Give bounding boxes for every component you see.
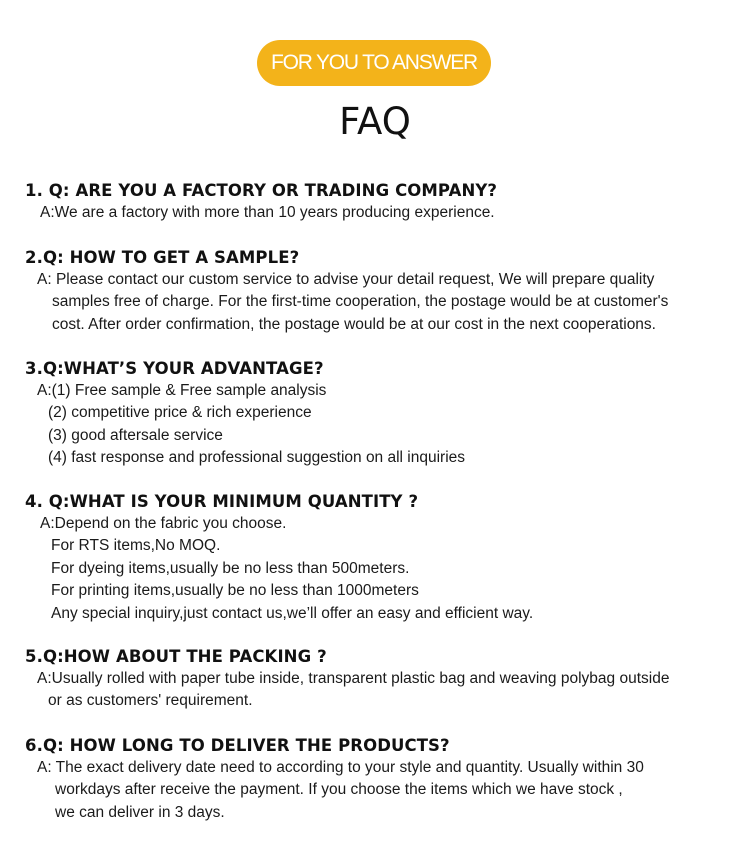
faq-item-2 (25, 247, 745, 336)
faq-answer-line: A: The exact delivery date need to according to your style and quantity. Usually within 30 (37, 759, 644, 776)
faq-answer-line: A: Please contact our custom service to advise your detail request, We will prepare quality (37, 271, 655, 288)
faq-answer-line: workdays after receive the payment. If you choose the items which we have stock , (55, 781, 623, 799)
faq-question: 2.Q: HOW TO GET A SAMPLE? (25, 248, 300, 267)
faq-item-5 (25, 646, 745, 713)
faq-answer-line: For dyeing items,usually be no less than 500meters. (51, 559, 410, 577)
faq-answer-line: A:(1) Free sample & Free sample analysis (37, 382, 327, 399)
faq-answer-line: (3) good aftersale service (48, 426, 223, 444)
faq-answer-line: For printing items,usually be no less than 1000meters (51, 582, 419, 600)
faq-answer-line: A:We are a factory with more than 10 years producing experience. (40, 204, 495, 221)
faq-item-4 (25, 491, 745, 625)
faq-item-1 (25, 180, 745, 224)
faq-question: 3.Q:WHAT’S YOUR ADVANTAGE? (25, 359, 324, 378)
faq-question: 5.Q:HOW ABOUT THE PACKING ? (25, 647, 327, 666)
faq-item-6 (25, 735, 745, 824)
faq-question: 4. Q:WHAT IS YOUR MINIMUM QUANTITY ? (25, 492, 419, 511)
page-title: FAQ (339, 100, 411, 143)
faq-answer-line: Any special inquiry,just contact us,we’ll offer an easy and efficient way. (51, 604, 534, 622)
faq-answer-line: or as customers' requirement. (48, 692, 253, 710)
faq-answer-line: (2) competitive price & rich experience (48, 404, 312, 422)
answer-badge: FOR YOU TO ANSWER (257, 40, 491, 86)
faq-answer-line: (4) fast response and professional suggestion on all inquiries (48, 449, 466, 467)
faq-question: 6.Q: HOW LONG TO DELIVER THE PRODUCTS? (25, 736, 450, 755)
faq-answer-line: samples free of charge. For the first-time cooperation, the postage would be at customer's (52, 293, 669, 311)
faq-answer-line: we can deliver in 3 days. (55, 803, 225, 821)
faq-question: 1. Q: ARE YOU A FACTORY OR TRADING COMPANY? (25, 181, 498, 200)
faq-answer-line: A:Depend on the fabric you choose. (40, 515, 287, 532)
faq-item-3 (25, 358, 745, 470)
faq-answer-line: A:Usually rolled with paper tube inside, transparent plastic bag and weaving polybag outside (37, 670, 670, 687)
faq-answer-line: cost. After order confirmation, the postage would be at our cost in the next cooperations. (52, 315, 656, 333)
faq-answer-line: For RTS items,No MOQ. (51, 537, 221, 555)
